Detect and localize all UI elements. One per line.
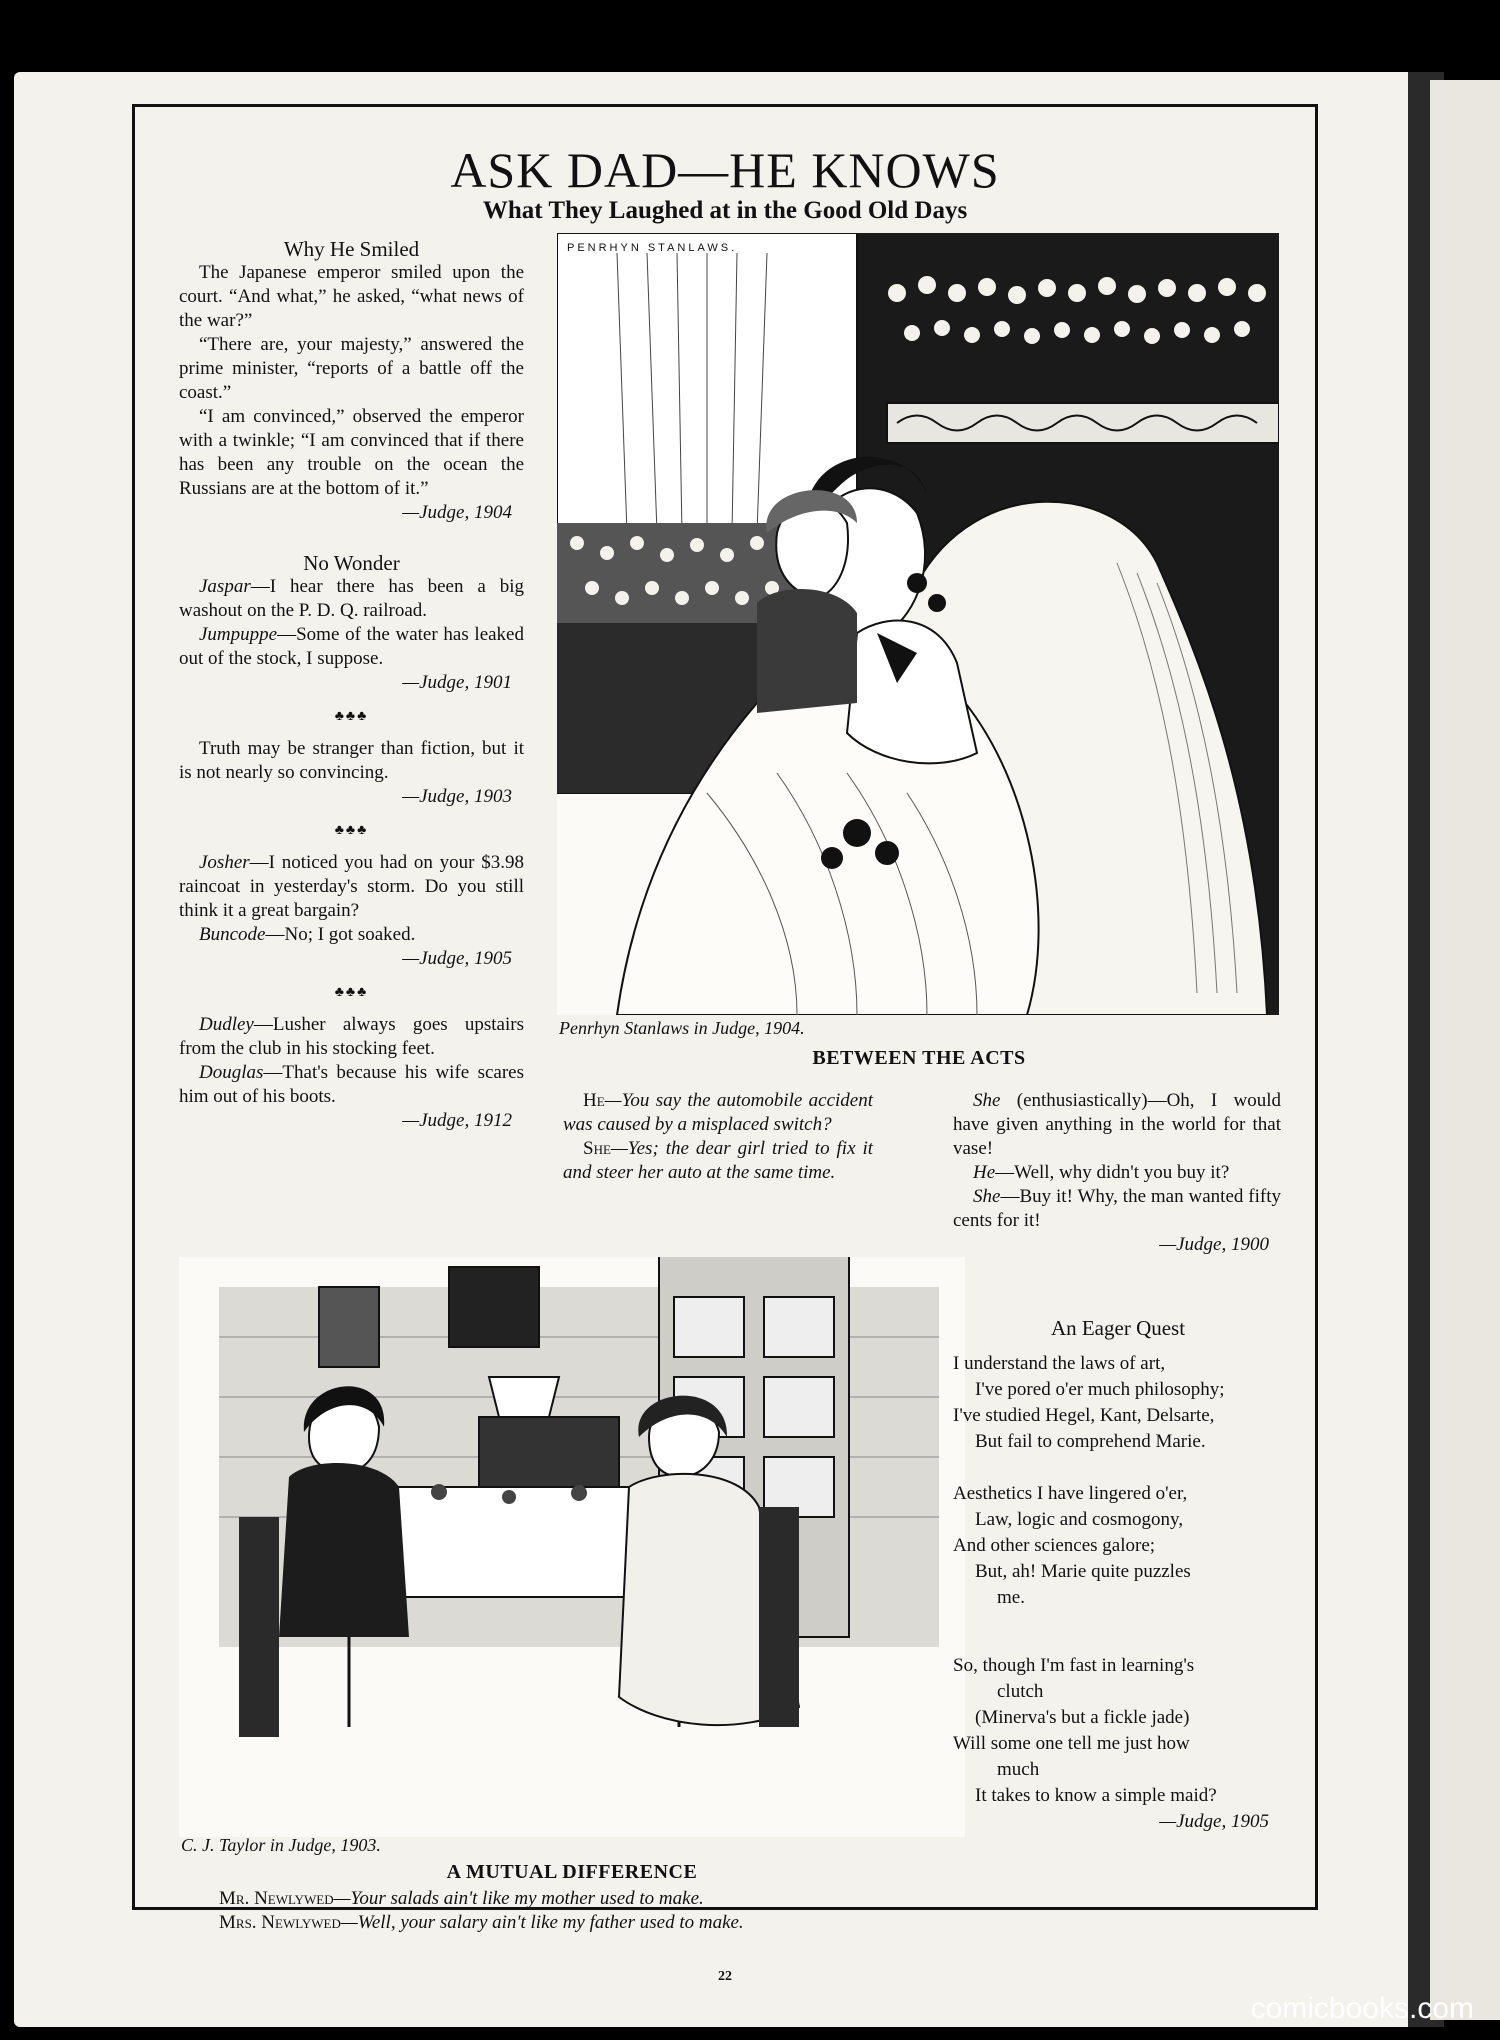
mutual-difference-caption: C. J. Taylor in Judge, 1903. (181, 1835, 381, 1855)
speaker: Dudley (199, 1014, 254, 1035)
joke-text: —That's because his wife scares him out of his boots. (179, 1062, 524, 1107)
dialogue-text: —Your salads ain't like my mother used to make. (333, 1888, 704, 1909)
dining-room-drawing (179, 1257, 965, 1837)
right-page-edge (1430, 80, 1500, 2020)
watermark: comicbooks.com (1250, 1992, 1474, 2025)
dialogue-line (953, 1089, 1281, 1161)
dialogue-text: —You say the automobile accident was caused by a misplaced switch? (563, 1090, 873, 1135)
poem-line: But, ah! Marie quite puzzles (975, 1561, 1191, 1582)
joke-text: —I hear there has been a big washout on the P. D. Q. railroad. (179, 576, 524, 621)
dialogue-line (219, 1911, 979, 1935)
source-line: —Judge, 1905 (1159, 1811, 1269, 1832)
between-the-acts-caption: Penrhyn Stanlaws in Judge, 1904. (559, 1018, 805, 1038)
speaker: Jaspar (199, 576, 251, 597)
joke-text: —I noticed you had on your $3.98 raincoat in yesterday's storm. Do you still think it a great bargain? (179, 852, 524, 921)
poem-line: And other sciences galore; (953, 1535, 1156, 1556)
source-line: —Judge, 1900 (1159, 1234, 1269, 1255)
why-he-smiled-p3: “I am convinced,” observed the emperor with a twinkle; “I am convinced that if there has been any trouble on the ocean the Russians are at the bottom of it.” (179, 406, 524, 499)
poem-line: It takes to know a simple maid? (975, 1785, 1217, 1806)
between-the-acts-illustration (557, 233, 1279, 1015)
mutual-difference-illustration (179, 1257, 965, 1837)
why-he-smiled-heading: Why He Smiled (283, 237, 420, 261)
joke-text: —Some of the water has leaked out of the stock, I suppose. (179, 624, 524, 669)
dialogue-line (563, 1137, 873, 1185)
source-line: —Judge, 1903 (402, 786, 512, 807)
joke-line (179, 575, 524, 623)
dialogue-text: —Well, why didn't you buy it? (995, 1162, 1230, 1183)
poem-line: clutch (997, 1681, 1044, 1702)
ornament-divider: ♣♣♣ (334, 985, 369, 1000)
speaker: Buncode (199, 924, 266, 945)
speaker: She (583, 1138, 611, 1159)
joke-line (179, 1013, 524, 1061)
poem-line: Aesthetics I have lingered o'er, (953, 1483, 1188, 1504)
poem-line: I understand the laws of art, (953, 1353, 1166, 1374)
speaker: Josher (199, 852, 250, 873)
no-wonder-heading: No Wonder (303, 551, 400, 575)
poem-line: me. (997, 1587, 1025, 1608)
poem-line: I've studied Hegel, Kant, Delsarte, (953, 1405, 1215, 1426)
page-number: 22 (718, 1969, 732, 1984)
speaker: She (973, 1186, 1001, 1207)
page-frame (132, 104, 1318, 1984)
truth-line: Truth may be stranger than fiction, but it is not nearly so convincing. (179, 738, 524, 783)
why-he-smiled-p2: “There are, your majesty,” answered the prime minister, “reports of a battle off the coast.” (179, 334, 524, 403)
poem-line: But fail to comprehend Marie. (975, 1431, 1206, 1452)
dialogue-text: (enthusiastically)—Oh, I would have given anything in the world for that vase! (953, 1090, 1281, 1159)
dialogue-text: —Yes; the dear girl tried to fix it and steer her auto at the same time. (563, 1138, 873, 1183)
dialogue-line (953, 1185, 1281, 1233)
theater-box-drawing (557, 233, 1279, 1015)
speaker: Jumpuppe (199, 624, 278, 645)
between-the-acts-title: BETWEEN THE ACTS (812, 1047, 1026, 1069)
dialogue-line (219, 1887, 979, 1911)
joke-text: —No; I got soaked. (265, 924, 416, 945)
eager-quest-poem (953, 1315, 1283, 1835)
speaker: Douglas (199, 1062, 264, 1083)
speaker: She (973, 1090, 1001, 1111)
between-acts-dialogue (563, 1089, 873, 1185)
poem-line: much (997, 1759, 1040, 1780)
speaker: He (973, 1162, 996, 1183)
page-title: ASK DAD—HE KNOWS (450, 142, 1000, 198)
poem-heading: An Eager Quest (1050, 1316, 1186, 1340)
poem-line: So, though I'm fast in learning's (953, 1655, 1195, 1676)
joke-line (179, 923, 524, 947)
vase-dialogue (953, 1089, 1281, 1257)
why-he-smiled-p1: The Japanese emperor smiled upon the court. “And what,” he asked, “what news of the war?” (179, 262, 524, 331)
speaker: He (583, 1090, 605, 1111)
joke-line (179, 1061, 524, 1109)
left-column (179, 237, 524, 1133)
source-line: —Judge, 1905 (402, 948, 512, 969)
source-line: —Judge, 1901 (402, 672, 512, 693)
ornament-divider: ♣♣♣ (334, 823, 369, 838)
joke-line (179, 623, 524, 671)
dialogue-text: —Well, your salary ain't like my father used to make. (340, 1912, 744, 1933)
dialogue-text: —Buy it! Why, the man wanted fifty cents for it! (953, 1186, 1281, 1231)
page-subtitle: What They Laughed at in the Good Old Days (482, 197, 968, 224)
speaker: Mrs. Newlywed (219, 1912, 341, 1933)
poem-line: I've pored o'er much philosophy; (975, 1379, 1225, 1400)
source-line: —Judge, 1912 (402, 1110, 512, 1131)
joke-text: —Lusher always goes upstairs from the club in his stocking feet. (179, 1014, 524, 1059)
mutual-difference-dialogue (219, 1887, 979, 1935)
source-line: —Judge, 1904 (402, 502, 512, 523)
dialogue-line (563, 1089, 873, 1137)
mutual-difference-title: A MUTUAL DIFFERENCE (446, 1861, 698, 1883)
poem-line: (Minerva's but a fickle jade) (975, 1707, 1190, 1728)
dialogue-line (953, 1161, 1281, 1185)
speaker: Mr. Newlywed (219, 1888, 334, 1909)
poem-line: Will some one tell me just how (953, 1733, 1190, 1754)
ornament-divider: ♣♣♣ (334, 709, 369, 724)
joke-line (179, 851, 524, 923)
artist-signature: PENRHYN STANLAWS. (567, 242, 738, 254)
poem-line: Law, logic and cosmogony, (975, 1509, 1184, 1530)
